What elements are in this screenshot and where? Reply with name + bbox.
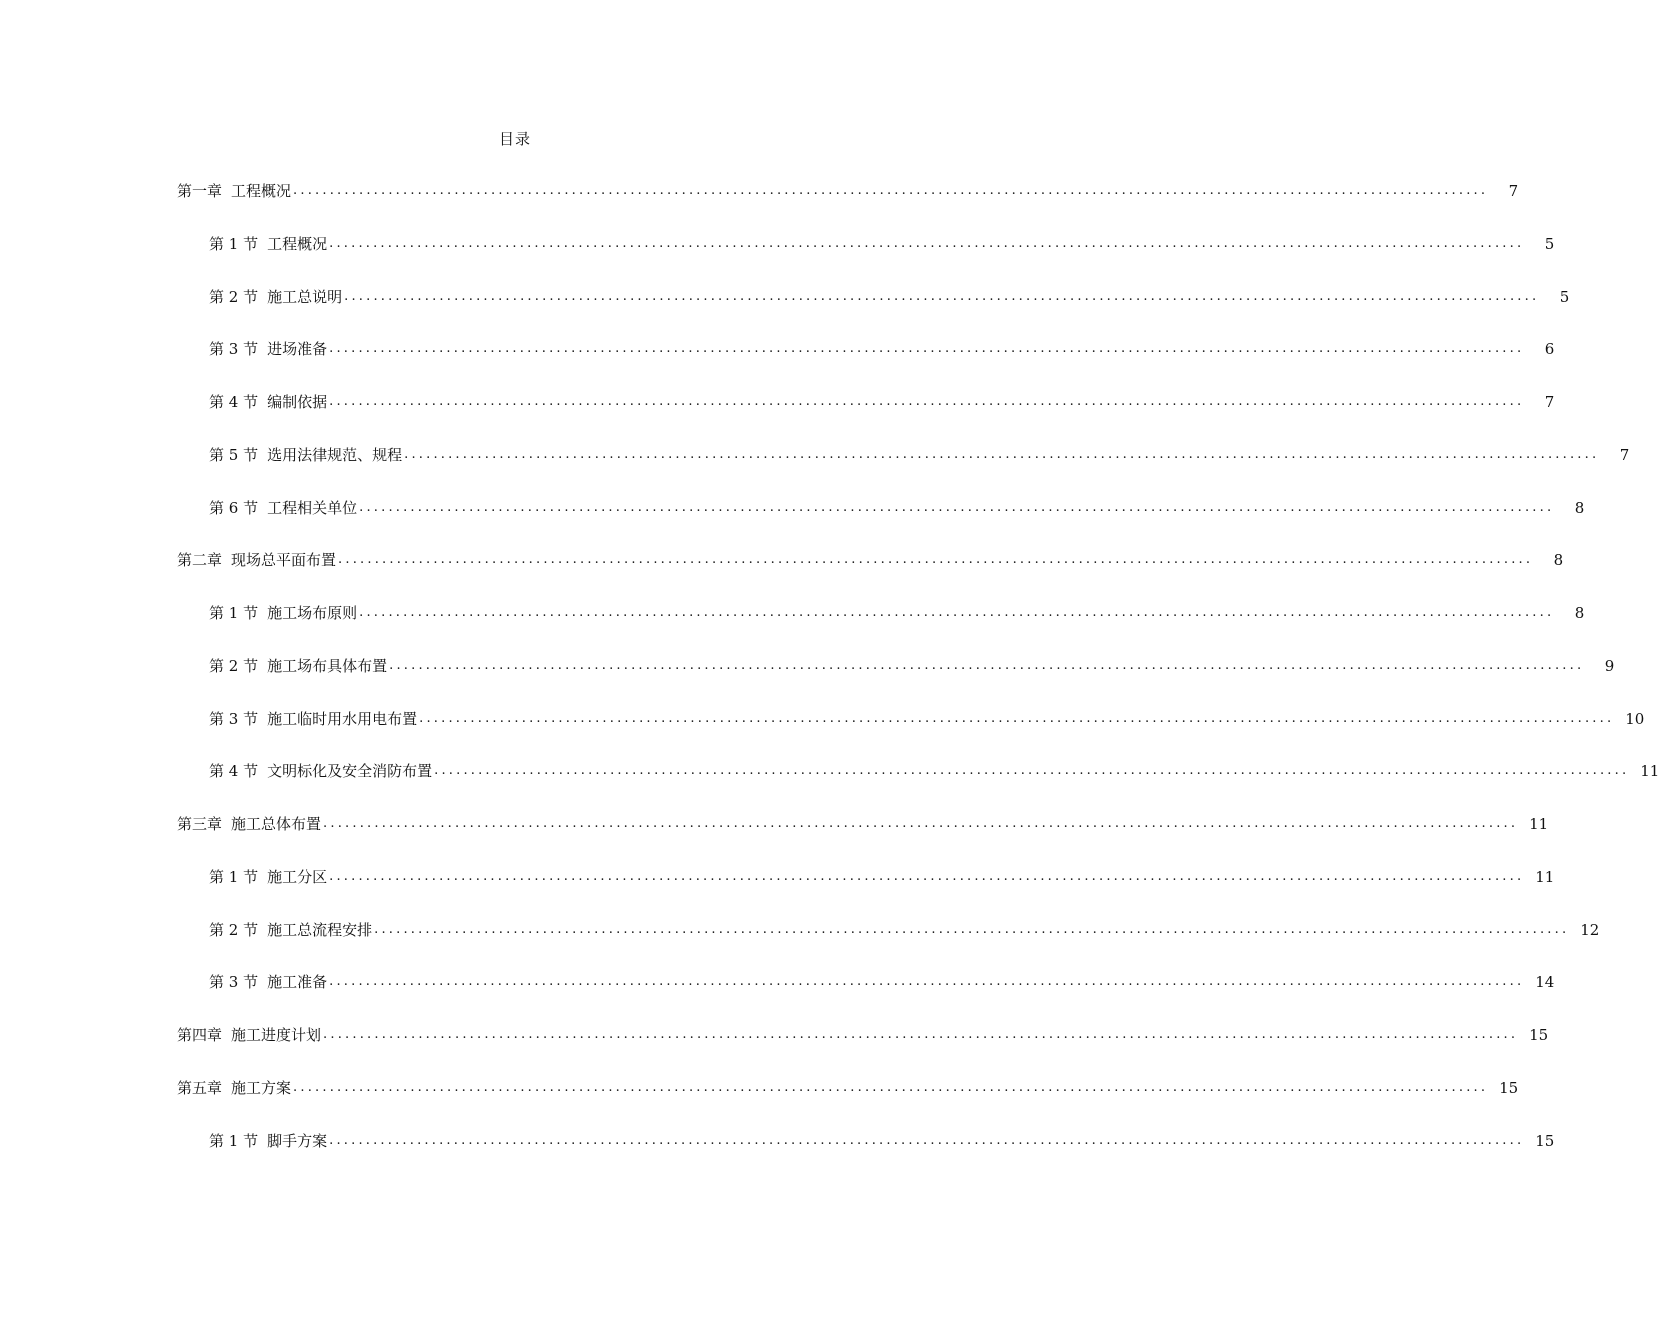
toc-dot-leader: ................................................................................................................................................................... xyxy=(419,710,1615,726)
toc-page-number: 11 xyxy=(1640,762,1659,781)
toc-entry-number: 第四章 xyxy=(177,1026,223,1044)
toc-entry-label xyxy=(209,234,327,254)
toc-section-entry[interactable] xyxy=(0,592,1585,645)
toc-entry-text: 施工总体布置 xyxy=(231,815,322,833)
toc-page-number: 5 xyxy=(1544,234,1555,253)
toc-dot-leader: ................................................................................................................................................................... xyxy=(329,235,1525,251)
toc-entry-label xyxy=(209,972,327,992)
toc-dot-leader: ................................................................................................................................................................... xyxy=(404,446,1600,462)
toc-page-number: 15 xyxy=(1535,1131,1555,1150)
toc-entry-text: 施工场布具体布置 xyxy=(267,656,388,675)
toc-section-entry[interactable] xyxy=(0,645,1615,698)
toc-entry-label xyxy=(209,498,357,518)
toc-section-entry[interactable] xyxy=(0,1120,1555,1173)
toc-entry-label xyxy=(209,656,387,676)
toc-entry-text: 施工方案 xyxy=(231,1078,292,1097)
toc-entry-label xyxy=(209,1131,327,1151)
toc-entry-number: 第 3 节 xyxy=(209,709,259,728)
toc-dot-leader: ................................................................................................................................................................... xyxy=(329,1132,1525,1148)
toc-entry-label xyxy=(177,550,336,570)
toc-dot-leader: ................................................................................................................................................................... xyxy=(293,1079,1489,1095)
toc-entry-number: 第 1 节 xyxy=(209,604,259,622)
toc-entry-text: 选用法律规范、规程 xyxy=(267,445,403,464)
toc-dot-leader: ................................................................................................................................................................... xyxy=(329,394,1525,409)
toc-entry-number: 第 6 节 xyxy=(209,498,259,517)
toc-entry-number: 第 4 节 xyxy=(209,762,259,781)
toc-page-number: 10 xyxy=(1625,709,1645,728)
toc-entry-text: 工程概况 xyxy=(267,234,328,253)
toc-dot-leader: ................................................................................................................................................................... xyxy=(359,499,1555,515)
toc-entry-label xyxy=(209,920,372,940)
table-of-contents xyxy=(0,170,1659,1172)
toc-entry-label xyxy=(209,445,402,465)
toc-dot-leader: ................................................................................................................................................................... xyxy=(329,341,1525,357)
toc-entry-text: 施工场布原则 xyxy=(267,604,358,622)
toc-section-entry[interactable] xyxy=(0,223,1555,276)
toc-section-entry[interactable] xyxy=(0,961,1555,1014)
toc-entry-text: 工程概况 xyxy=(231,182,292,200)
toc-entry-number: 第 2 节 xyxy=(209,920,259,939)
toc-entry-number: 第 3 节 xyxy=(209,973,259,992)
toc-entry-number: 第一章 xyxy=(177,182,223,200)
toc-dot-leader: ................................................................................................................................................................... xyxy=(359,605,1555,620)
toc-page-number: 15 xyxy=(1499,1078,1519,1097)
toc-dot-leader: ................................................................................................................................................................... xyxy=(329,868,1525,884)
toc-entry-text: 施工总流程安排 xyxy=(267,920,373,939)
toc-entry-number: 第 3 节 xyxy=(209,340,259,359)
toc-page-number: 12 xyxy=(1580,920,1600,939)
toc-entry-label xyxy=(209,867,327,887)
toc-entry-number: 第 4 节 xyxy=(209,393,259,411)
toc-entry-text: 工程相关单位 xyxy=(267,498,358,517)
toc-entry-number: 第二章 xyxy=(177,551,223,570)
toc-entry-text: 现场总平面布置 xyxy=(231,551,337,570)
toc-page-number: 5 xyxy=(1559,287,1570,306)
toc-chapter-entry[interactable] xyxy=(0,170,1519,223)
toc-entry-text: 文明标化及安全消防布置 xyxy=(267,762,433,781)
toc-section-entry[interactable] xyxy=(0,856,1555,909)
toc-entry-label xyxy=(209,709,417,729)
toc-chapter-entry[interactable] xyxy=(0,803,1549,856)
toc-section-entry[interactable] xyxy=(0,487,1585,540)
toc-dot-leader: ................................................................................................................................................................... xyxy=(323,1027,1519,1042)
toc-entry-label xyxy=(209,339,327,359)
toc-dot-leader: ................................................................................................................................................................... xyxy=(344,288,1540,304)
toc-page-number: 11 xyxy=(1529,815,1549,833)
toc-page-number: 8 xyxy=(1553,551,1564,570)
toc-dot-leader: ................................................................................................................................................................... xyxy=(389,657,1585,673)
toc-page-number: 6 xyxy=(1544,340,1555,359)
toc-chapter-entry[interactable] xyxy=(0,1067,1519,1120)
toc-entry-label xyxy=(209,761,432,781)
toc-entry-label xyxy=(209,287,342,307)
toc-entry-number: 第 5 节 xyxy=(209,445,259,464)
toc-section-entry[interactable] xyxy=(0,434,1630,487)
toc-page-number: 14 xyxy=(1535,973,1555,992)
toc-title: 目录 xyxy=(498,130,531,148)
toc-entry-text: 施工总说明 xyxy=(267,287,343,306)
toc-page-number: 7 xyxy=(1619,445,1630,464)
toc-entry-text: 脚手方案 xyxy=(267,1131,328,1150)
toc-entry-label xyxy=(177,1025,321,1045)
toc-page-number: 8 xyxy=(1574,498,1585,517)
toc-section-entry[interactable] xyxy=(0,698,1645,751)
toc-page-number: 7 xyxy=(1508,182,1519,200)
toc-page-number: 11 xyxy=(1535,867,1555,886)
toc-entry-text: 施工临时用水用电布置 xyxy=(267,709,418,728)
toc-section-entry[interactable] xyxy=(0,909,1600,962)
toc-dot-leader: ................................................................................................................................................................... xyxy=(374,921,1570,937)
toc-dot-leader: ................................................................................................................................................................... xyxy=(329,974,1525,990)
toc-entry-label xyxy=(177,814,321,834)
toc-entry-label xyxy=(209,392,327,412)
toc-entry-text: 施工分区 xyxy=(267,867,328,886)
toc-section-entry[interactable] xyxy=(0,381,1555,434)
toc-entry-text: 编制依据 xyxy=(267,393,328,411)
toc-dot-leader: ................................................................................................................................................................... xyxy=(434,763,1630,779)
toc-entry-label xyxy=(177,181,291,201)
toc-entry-number: 第 2 节 xyxy=(209,656,259,675)
toc-entry-number: 第三章 xyxy=(177,815,223,833)
toc-dot-leader: ................................................................................................................................................................... xyxy=(323,816,1519,831)
toc-entry-number: 第 2 节 xyxy=(209,287,259,306)
toc-chapter-entry[interactable] xyxy=(0,1014,1549,1067)
toc-entry-text: 进场准备 xyxy=(267,340,328,359)
toc-entry-number: 第 1 节 xyxy=(209,867,259,886)
toc-page-number: 9 xyxy=(1604,656,1615,675)
toc-page-number: 15 xyxy=(1529,1026,1549,1044)
toc-entry-number: 第五章 xyxy=(177,1078,223,1097)
toc-entry-text: 施工进度计划 xyxy=(231,1026,322,1044)
toc-entry-label xyxy=(177,1078,291,1098)
toc-chapter-entry[interactable] xyxy=(0,539,1564,592)
toc-dot-leader: ................................................................................................................................................................... xyxy=(293,183,1489,198)
toc-page-number: 7 xyxy=(1544,393,1555,411)
toc-entry-text: 施工准备 xyxy=(267,973,328,992)
toc-section-entry[interactable] xyxy=(0,750,1659,803)
toc-page-number: 8 xyxy=(1574,604,1585,622)
toc-entry-number: 第 1 节 xyxy=(209,234,259,253)
toc-dot-leader: ................................................................................................................................................................... xyxy=(338,552,1534,568)
toc-entry-number: 第 1 节 xyxy=(209,1131,259,1150)
toc-section-entry[interactable] xyxy=(0,328,1555,381)
toc-section-entry[interactable] xyxy=(0,276,1570,329)
toc-entry-label xyxy=(209,603,357,623)
